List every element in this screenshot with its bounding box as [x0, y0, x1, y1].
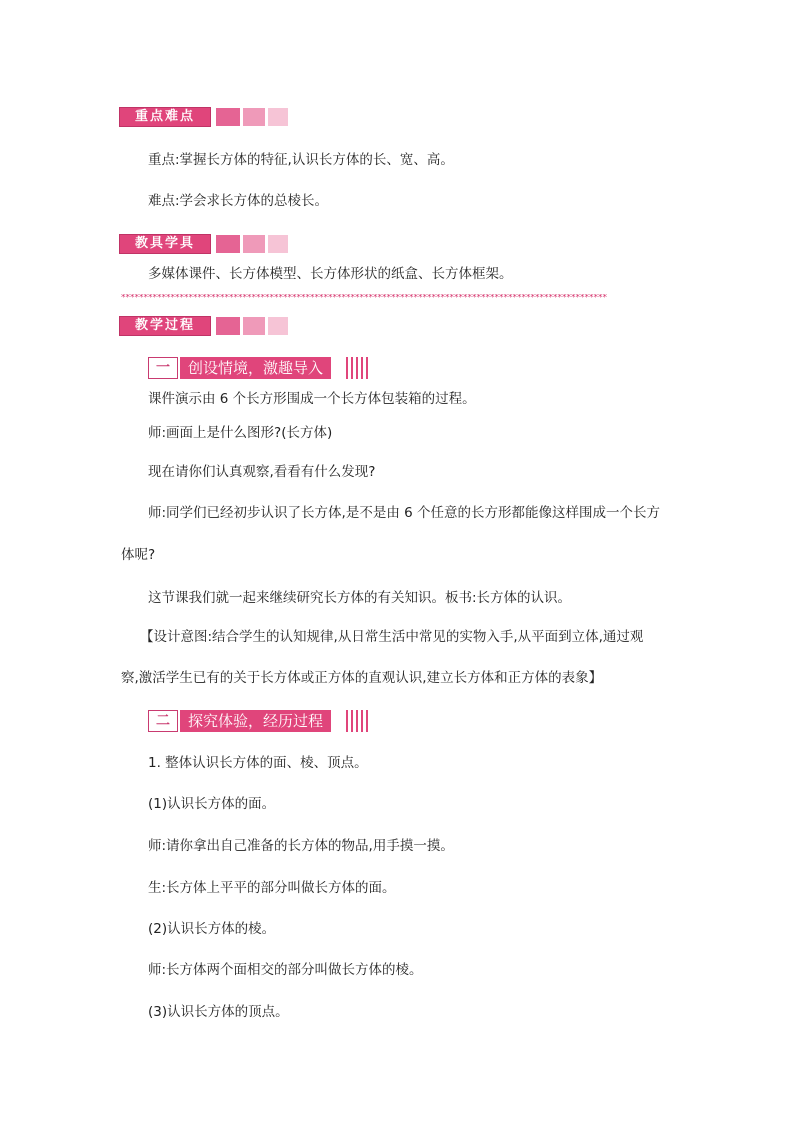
decor-stripe	[356, 710, 358, 732]
paragraph: (3)认识长方体的顶点。	[148, 1004, 289, 1020]
section-label: 教学过程	[119, 316, 211, 336]
decor-square	[268, 317, 288, 335]
decor-square	[268, 108, 288, 126]
decor-square	[268, 235, 288, 253]
decor-stripe	[361, 710, 363, 732]
decor-stripe	[346, 710, 348, 732]
paragraph: (2)认识长方体的棱。	[148, 921, 276, 937]
decor-stripe	[366, 710, 368, 732]
decor-stripe	[361, 357, 363, 379]
paragraph: 课件演示由 6 个长方形围成一个长方体包装箱的过程。	[148, 391, 476, 407]
subheading-title: 创设情境，激趣导入	[180, 357, 331, 379]
section-label: 重点难点	[119, 107, 211, 127]
section-label: 教具学具	[119, 234, 211, 254]
paragraph: 师:长方体两个面相交的部分叫做长方体的棱。	[148, 962, 423, 978]
decor-stripe	[351, 710, 353, 732]
decor-square	[216, 317, 240, 335]
divider: ************************************************************************************************************	[121, 294, 607, 302]
decor-square	[243, 108, 265, 126]
decor-square	[216, 108, 240, 126]
subheading-number: 一	[148, 357, 178, 379]
design-intent: 察,激活学生已有的关于长方体或正方体的直观认识,建立长方体和正方体的表象】	[121, 670, 603, 686]
paragraph: 师:请你拿出自己准备的长方体的物品,用手摸一摸。	[148, 838, 454, 854]
paragraph: 师:同学们已经初步认识了长方体,是不是由 6 个任意的长方形都能像这样围成一个长方	[148, 505, 661, 521]
paragraph: (1)认识长方体的面。	[148, 796, 276, 812]
tools-line: 多媒体课件、长方体模型、长方体形状的纸盒、长方体框架。	[148, 266, 513, 282]
paragraph: 1. 整体认识长方体的面、棱、顶点。	[148, 755, 368, 771]
decor-stripe	[356, 357, 358, 379]
difficulty-line: 难点:学会求长方体的总棱长。	[148, 193, 329, 209]
subheading-number: 二	[148, 710, 178, 732]
design-intent: 【设计意图:结合学生的认知规律,从日常生活中常见的实物入手,从平面到立体,通过观	[140, 629, 644, 645]
decor-square	[243, 235, 265, 253]
decor-stripe	[366, 357, 368, 379]
paragraph: 师:画面上是什么图形?(长方体)	[148, 425, 333, 441]
decor-square	[243, 317, 265, 335]
decor-stripe	[346, 357, 348, 379]
subheading-title: 探究体验，经历过程	[180, 710, 331, 732]
paragraph: 这节课我们就一起来继续研究长方体的有关知识。板书:长方体的认识。	[148, 590, 572, 606]
paragraph: 体呢?	[121, 547, 156, 563]
decor-square	[216, 235, 240, 253]
paragraph: 现在请你们认真观察,看看有什么发现?	[148, 464, 376, 480]
key-point-line: 重点:掌握长方体的特征,认识长方体的长、宽、高。	[148, 152, 454, 168]
decor-stripe	[351, 357, 353, 379]
paragraph: 生:长方体上平平的部分叫做长方体的面。	[148, 880, 396, 896]
